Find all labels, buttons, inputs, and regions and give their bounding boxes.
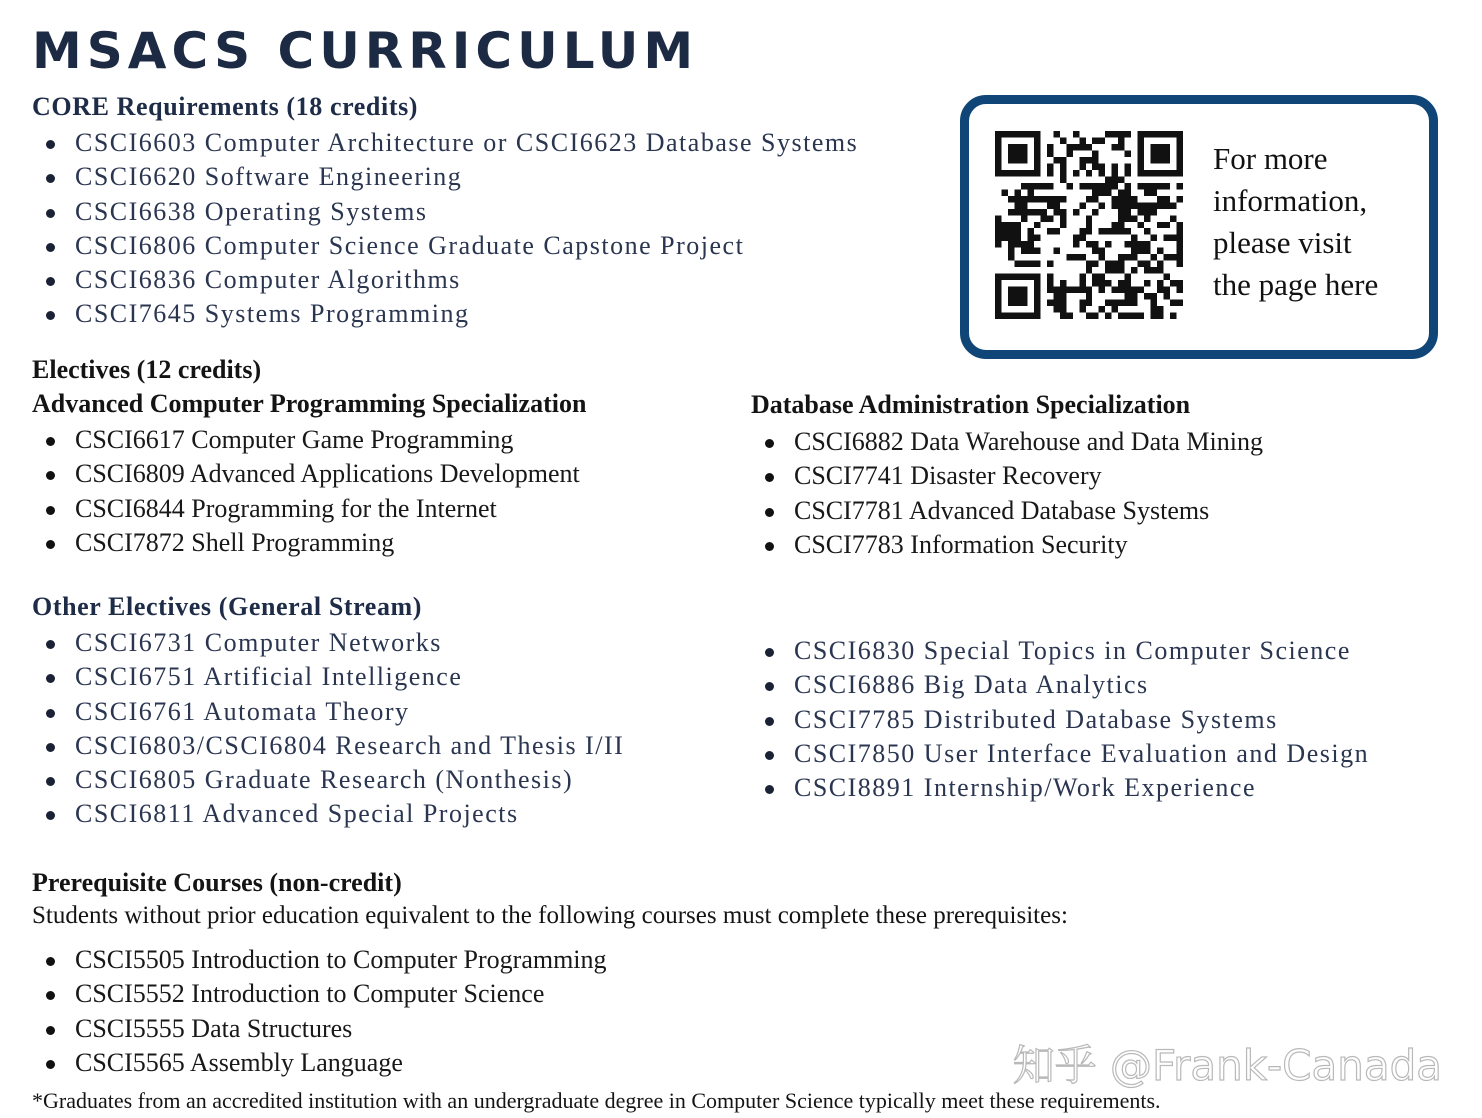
list-item: CSCI6617 Computer Game Programming: [32, 423, 580, 457]
list-item: CSCI7872 Shell Programming: [32, 526, 580, 560]
list-item: CSCI5555 Data Structures: [32, 1012, 607, 1046]
footnote: *Graduates from an accredited institution with an undergraduate degree in Computer Science typically meet these requirements.: [32, 1088, 1161, 1113]
list-item: CSCI5505 Introduction to Computer Programming: [32, 943, 607, 977]
list-item: CSCI5552 Introduction to Computer Science: [32, 977, 607, 1011]
list-item: CSCI6620 Software Engineering: [32, 160, 858, 194]
list-item: CSCI6806 Computer Science Graduate Capstone Project: [32, 229, 858, 263]
list-item: CSCI6805 Graduate Research (Nonthesis): [32, 763, 624, 797]
list-item: CSCI6830 Special Topics in Computer Science: [751, 634, 1369, 668]
prereq-intro: Students without prior education equivalent to the following courses must complete these prerequisites:: [32, 902, 1068, 929]
list-item: CSCI6638 Operating Systems: [32, 195, 858, 229]
list-item: CSCI6751 Artificial Intelligence: [32, 660, 624, 694]
list-item: CSCI7783 Information Security: [751, 528, 1263, 562]
programming-list: [32, 423, 580, 560]
list-item: CSCI7645 Systems Programming: [32, 297, 858, 331]
list-item: CSCI6803/CSCI6804 Research and Thesis I/II: [32, 729, 624, 763]
other-electives-heading: Other Electives (General Stream): [32, 592, 423, 621]
prereq-heading: Prerequisite Courses (non-credit): [32, 868, 402, 897]
database-list: [751, 425, 1263, 562]
database-specialization-heading: Database Administration Specialization: [751, 390, 1191, 419]
watermark: 知乎 @Frank-Canada: [1012, 1041, 1442, 1090]
other-electives-left-list: [32, 626, 624, 832]
list-item: CSCI6809 Advanced Applications Development: [32, 457, 580, 491]
qr-info-box: [960, 95, 1438, 359]
list-item: CSCI6603 Computer Architecture or CSCI6623 Database Systems: [32, 126, 858, 160]
core-list: [32, 126, 858, 332]
list-item: CSCI7741 Disaster Recovery: [751, 459, 1263, 493]
prereq-list: [32, 943, 607, 1080]
core-heading: CORE Requirements (18 credits): [32, 92, 419, 121]
list-item: CSCI6886 Big Data Analytics: [751, 668, 1369, 702]
list-item: CSCI5565 Assembly Language: [32, 1046, 607, 1080]
list-item: CSCI6882 Data Warehouse and Data Mining: [751, 425, 1263, 459]
other-electives-right-list: [751, 634, 1369, 805]
qr-code-icon[interactable]: [995, 131, 1183, 319]
list-item: CSCI6844 Programming for the Internet: [32, 492, 580, 526]
page-title: MSACS CURRICULUM: [32, 22, 699, 80]
list-item: CSCI6836 Computer Algorithms: [32, 263, 858, 297]
list-item: CSCI6761 Automata Theory: [32, 695, 624, 729]
programming-specialization-heading: Advanced Computer Programming Specialization: [32, 389, 587, 418]
list-item: CSCI7781 Advanced Database Systems: [751, 494, 1263, 528]
list-item: CSCI7850 User Interface Evaluation and Design: [751, 737, 1369, 771]
electives-heading: Electives (12 credits): [32, 355, 262, 384]
qr-info-text: For more information, please visit the page here: [1213, 141, 1379, 302]
list-item: CSCI6731 Computer Networks: [32, 626, 624, 660]
list-item: CSCI7785 Distributed Database Systems: [751, 703, 1369, 737]
list-item: CSCI6811 Advanced Special Projects: [32, 797, 624, 831]
list-item: CSCI8891 Internship/Work Experience: [751, 771, 1369, 805]
